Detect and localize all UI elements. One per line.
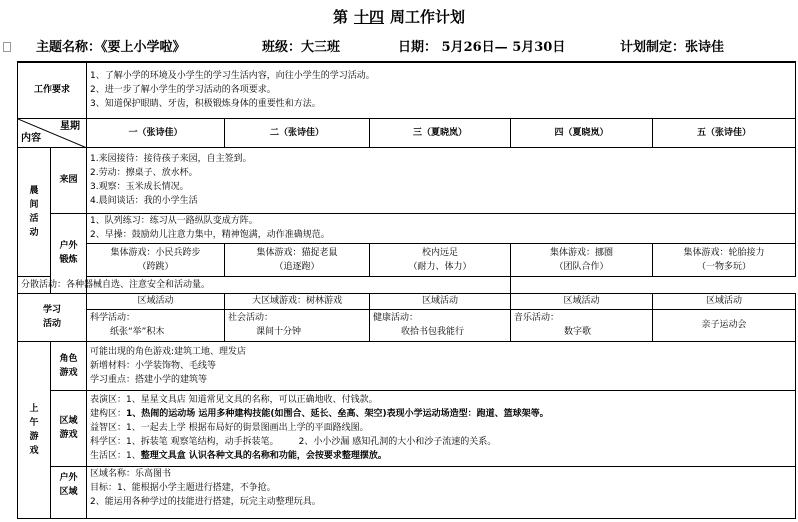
outdoor-area-label	[51, 466, 87, 518]
area-game-content[interactable]	[87, 390, 796, 466]
class-name: 班级：大三班	[262, 40, 341, 55]
date-range: 日期： 5月26日— 5月30日	[398, 40, 566, 55]
subject-type: 社会活动：	[228, 313, 274, 323]
study-area-thu[interactable]: 区域活动	[511, 293, 653, 309]
study-subject-thu[interactable]	[511, 309, 653, 341]
area-game-line	[90, 435, 792, 449]
game-skill: （团队合作）	[554, 261, 609, 272]
area-line-text: 生活区：1、	[90, 451, 141, 461]
scatter-activity-row	[18, 276, 796, 293]
subject-title: 课间十分钟	[256, 327, 302, 337]
outdoor-game-thu[interactable]	[511, 243, 653, 276]
work-requirement-line: 1、了解小学的环境及小学生的学习生活内容，向往小学生的学习活动。	[90, 71, 375, 82]
study-subject-tue[interactable]	[225, 309, 370, 341]
study-subject-row	[18, 309, 796, 341]
scatter-activity-content[interactable]: 分散活动：各种器械自选、注意安全和活动量。	[18, 276, 511, 293]
weekday-header-row	[18, 118, 796, 147]
study-activity-text: 学习活动	[42, 305, 61, 329]
study-subject-mon[interactable]	[87, 309, 225, 341]
area-line-text: 建构区：	[90, 409, 127, 419]
area-game-line	[90, 407, 792, 421]
area-line-bold: 整理文具盒 认识各种文具的名称和功能，会按要求整理摆放。	[140, 451, 387, 461]
outdoor-area-line: 区域名称：乐高图书	[90, 468, 172, 479]
arrival-line: 1.来园接待：接待孩子来园，自主签到。	[90, 154, 252, 164]
game-skill: （追逐跑）	[274, 261, 320, 272]
area-line-text: 表演区：1、星星文具店 知道常见文具的名称，可以正确地收、付钱款。	[90, 395, 378, 405]
arrival-line: 4.晨间谈话：我的小学生活	[90, 196, 198, 206]
study-area-wed[interactable]: 区域活动	[370, 293, 511, 309]
subject-type: 科学活动：	[90, 313, 136, 323]
subject-title: 收拾书包我能行	[401, 327, 465, 337]
morning-activity-text: 晨间活动	[29, 185, 39, 238]
study-activity-label	[18, 293, 87, 341]
day-friday[interactable]: 五（张诗佳）	[653, 118, 796, 147]
area-line-bold: 1、热闹的运动场 运用多种建构技能(如围合、延长、垒高、架空)表现小学运动场造型：跑道、篮球架等。	[126, 409, 549, 419]
day-wednesday[interactable]: 三（夏晓岚）	[370, 118, 511, 147]
arrival-content[interactable]	[87, 147, 796, 213]
arrival-row	[18, 147, 796, 213]
area-game-line	[90, 393, 792, 407]
plan-author: 计划制定：张诗佳	[620, 40, 725, 55]
game-name: 校内远足	[422, 247, 459, 258]
outdoor-area-content[interactable]	[87, 466, 796, 518]
study-subject-fri[interactable]: 亲子运动会	[653, 309, 796, 341]
corner-header-cell	[18, 118, 87, 147]
title-week-number[interactable]: 十四	[353, 8, 384, 26]
game-name: 集体游戏：小民兵跨步	[110, 247, 201, 258]
page-marker	[3, 42, 11, 52]
arrival-label: 来园	[51, 147, 87, 213]
outdoor-games-row	[18, 243, 796, 276]
subject-title: 数字歌	[564, 327, 592, 337]
day-tuesday[interactable]: 二（张诗佳）	[225, 118, 370, 147]
study-area-fri[interactable]: 区域活动	[653, 293, 796, 309]
outdoor-game-tue[interactable]	[225, 243, 370, 276]
area-line-text: 科学区：1、拆装笔 观察笔结构，动手拆装笔。 2、小小沙漏 感知孔洞的大小和沙子流速的关系。	[90, 437, 497, 447]
arrival-line: 3.观察：玉米成长情况。	[90, 182, 189, 192]
subject-type: 音乐活动：	[514, 313, 560, 323]
corner-content-label: 内容	[21, 132, 41, 144]
title-suffix: 周工作计划	[390, 8, 466, 26]
theme-name: 主题名称：《要上小学啦》	[36, 40, 186, 55]
work-requirements-label: 工作要求	[18, 62, 87, 118]
outdoor-game-mon[interactable]	[87, 243, 225, 276]
area-game-line	[90, 421, 792, 435]
role-game-content[interactable]	[87, 341, 796, 390]
subject-type: 健康活动：	[373, 313, 419, 323]
work-requirement-line: 2、进一步了解小学生的学习活动的各项要求。	[90, 85, 276, 96]
outdoor-area-text: 户外区域	[59, 472, 78, 497]
area-game-row	[18, 390, 796, 466]
morning-games-text: 上午游戏	[29, 403, 39, 456]
day-thursday[interactable]: 四（夏晓岚）	[511, 118, 653, 147]
area-game-text: 区域游戏	[59, 416, 78, 440]
outdoor-line: 1、队列练习：练习从一路纵队变成方阵。	[90, 216, 258, 226]
outdoor-exercise-text: 户外锻炼	[59, 241, 78, 265]
page-title	[0, 6, 798, 27]
outdoor-drill-row	[18, 213, 796, 243]
game-name: 集体游戏：挪圈	[550, 247, 614, 258]
role-game-row	[18, 341, 796, 390]
work-requirement-line: 3、知道保护眼睛、牙齿，积极锻炼身体的重要性和方法。	[90, 99, 321, 110]
game-name: 集体游戏：轮胎接力	[683, 247, 765, 258]
role-game-line: 可能出现的角色游戏:建筑工地、理发店	[90, 346, 247, 357]
outdoor-area-row	[18, 466, 796, 518]
outdoor-drill-content[interactable]	[87, 213, 796, 243]
area-game-label	[51, 390, 87, 466]
subject-title: 纸张“举”积木	[110, 327, 165, 337]
outdoor-game-wed[interactable]	[370, 243, 511, 276]
corner-week-label: 星期	[60, 120, 81, 132]
outdoor-game-fri[interactable]	[653, 243, 796, 276]
study-area-tue[interactable]: 大区域游戏：树林游戏	[225, 293, 370, 309]
work-requirements-row	[18, 62, 796, 118]
role-game-text: 角色游戏	[59, 353, 78, 378]
game-name: 集体游戏：猫捉老鼠	[256, 247, 338, 258]
weekly-plan-table	[17, 61, 796, 519]
game-skill: （一物多玩）	[697, 261, 752, 272]
title-prefix: 第	[332, 8, 348, 26]
morning-activity-label	[18, 147, 51, 276]
study-subject-wed[interactable]	[370, 309, 511, 341]
outdoor-area-line: 2、能运用各种学过的技能进行搭建，玩完主动整理玩具。	[90, 496, 321, 507]
area-line-text: 益智区：1、一起去上学 根据布局好的街景图画出上学的平面路线图。	[90, 423, 369, 433]
day-monday[interactable]: 一（张诗佳）	[87, 118, 225, 147]
outdoor-line: 2、早操：鼓励幼儿注意力集中，精神饱满，动作准确规范。	[90, 230, 330, 240]
study-area-mon[interactable]: 区域活动	[87, 293, 225, 309]
game-skill: （耐力、体力）	[408, 261, 472, 272]
arrival-line: 2.劳动：擦桌子、放水杯。	[90, 168, 198, 178]
morning-games-label	[18, 341, 51, 518]
outdoor-area-line: 目标：1、能根据小学主题进行搭建，不争抢。	[90, 482, 276, 493]
role-game-line: 新增材料：小学装饰物、毛线等	[90, 360, 217, 371]
game-skill: （跨跳）	[137, 261, 174, 272]
work-requirements-content[interactable]	[87, 62, 796, 118]
role-game-label	[51, 341, 87, 390]
study-area-row	[18, 293, 796, 309]
area-game-line	[90, 449, 792, 463]
role-game-line: 学习重点：搭建小学的建筑等	[90, 374, 208, 385]
